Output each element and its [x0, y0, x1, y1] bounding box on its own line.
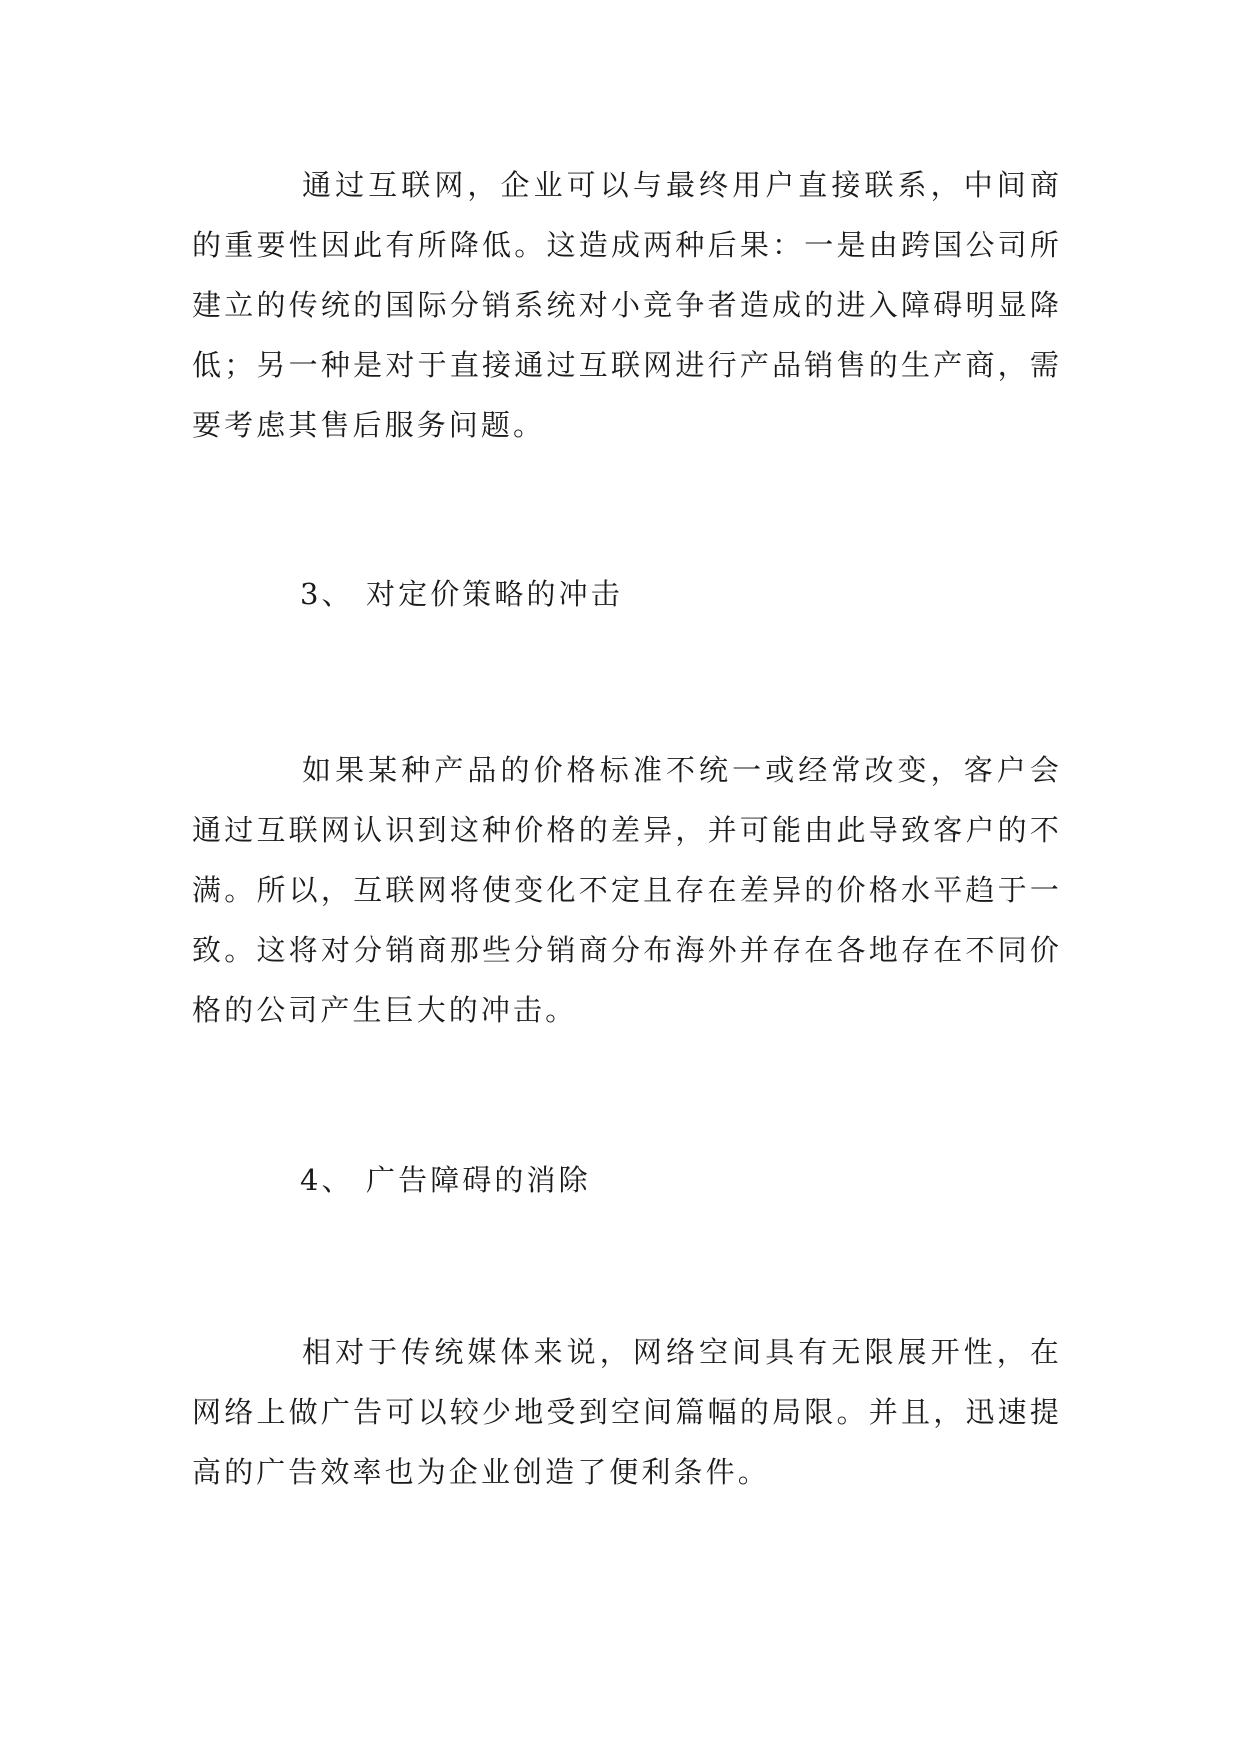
- section-heading-advertising: [300, 1160, 591, 1200]
- section-heading-pricing: [300, 574, 623, 614]
- section-title: 广告障碍的消除: [366, 1163, 591, 1197]
- paragraph-intermediaries: 通过互联网，企业可以与最终用户直接联系，中间商的重要性因此有所降低。这造成两种后果：一是由跨国公司所建立的传统的国际分销系统对小竞争者造成的进入障碍明显降低；另一种是对于直接通过互联网进行产品销售的生产商，需要考虑其售后服务问题。: [192, 168, 1062, 442]
- paragraph-pricing: 如果某种产品的价格标准不统一或经常改变，客户会通过互联网认识到这种价格的差异，并可能由此导致客户的不满。所以，互联网将使变化不定且存在差异的价格水平趋于一致。这将对分销商那些分销商分布海外并存在各地存在不同价格的公司产生巨大的冲击。: [192, 753, 1062, 1027]
- paragraph-advertising: 相对于传统媒体来说，网络空间具有无限展开性，在网络上做广告可以较少地受到空间篇幅的局限。并且，迅速提高的广告效率也为企业创造了便利条件。: [192, 1335, 1062, 1489]
- section-title: 对定价策略的冲击: [366, 577, 623, 611]
- section-number: 3、: [300, 577, 354, 611]
- section-number: 4、: [300, 1163, 354, 1197]
